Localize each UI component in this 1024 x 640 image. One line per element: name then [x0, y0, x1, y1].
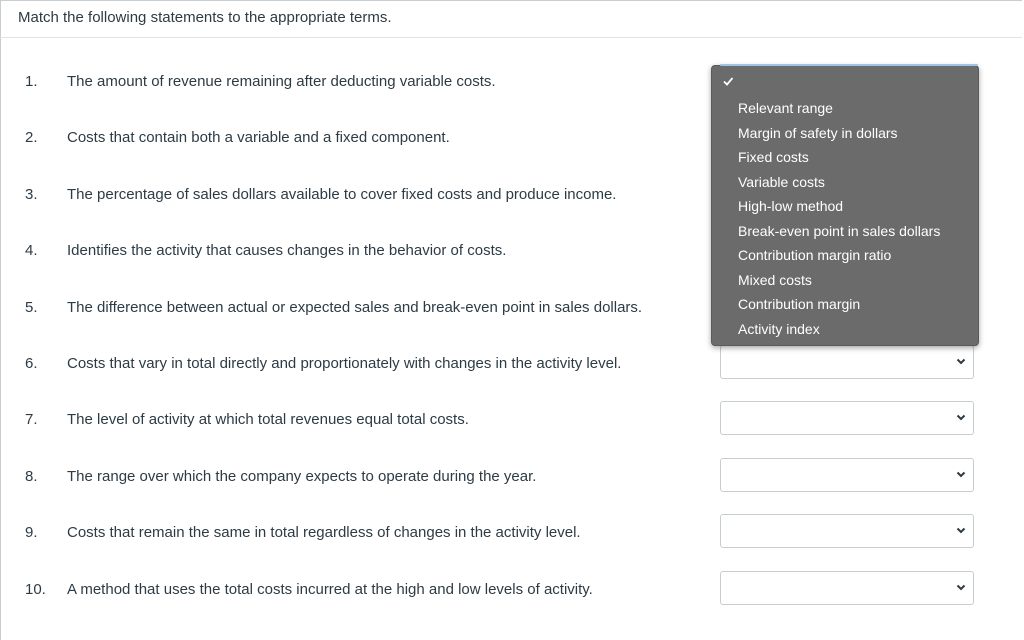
option-fixed-costs[interactable]: Fixed costs [738, 149, 809, 165]
answer-select-6[interactable] [720, 345, 974, 379]
question-number: 8. [25, 468, 38, 485]
question-statement: Costs that contain both a variable and a fixed component. [67, 129, 450, 146]
answer-select-8[interactable] [720, 458, 974, 492]
option-margin-of-safety[interactable]: Margin of safety in dollars [738, 124, 898, 141]
question-statement: The level of activity at which total revenues equal total costs. [67, 411, 469, 428]
option-relevant-range[interactable]: Relevant range [738, 100, 833, 116]
divider [0, 37, 1022, 38]
question-statement: Identifies the activity that causes changes in the behavior of costs. [67, 242, 507, 259]
checkmark-icon [722, 75, 734, 87]
question-statement: Costs that vary in total directly and proportionately with changes in the activity level. [67, 355, 622, 372]
option-activity-index[interactable]: Activity index [738, 320, 820, 337]
question-number: 7. [25, 411, 38, 428]
chevron-down-icon [955, 355, 967, 367]
question-statement: Costs that remain the same in total regardless of changes in the activity level. [67, 524, 581, 541]
chevron-down-icon [955, 581, 967, 593]
answer-options-dropdown[interactable] [711, 65, 979, 346]
question-number: 2. [25, 129, 38, 146]
chevron-down-icon [955, 524, 967, 536]
question-number: 5. [25, 299, 38, 316]
question-statement: The difference between actual or expected sales and break-even point in sales dollars. [67, 299, 643, 316]
question-row-10 [0, 581, 1022, 637]
question-number: 1. [25, 73, 38, 90]
option-contribution-margin[interactable]: Contribution margin [738, 296, 861, 312]
question-statement: The range over which the company expects to operate during the year. [67, 468, 537, 485]
question-number: 3. [25, 186, 38, 203]
question-number: 6. [25, 355, 38, 372]
option-variable-costs[interactable]: Variable costs [738, 173, 825, 190]
option-contribution-margin-ratio[interactable]: Contribution margin ratio [738, 247, 892, 263]
option-break-even-point[interactable]: Break-even point in sales dollars [738, 222, 941, 239]
question-number: 10. [25, 581, 46, 598]
option-high-low-method[interactable]: High-low method [738, 198, 844, 214]
question-instructions: Match the following statements to the appropriate terms. [18, 9, 392, 26]
question-number: 9. [25, 524, 38, 541]
question-statement: The amount of revenue remaining after deducting variable costs. [67, 73, 496, 90]
chevron-down-icon [955, 411, 967, 423]
answer-select-10[interactable] [720, 571, 974, 605]
question-statement: A method that uses the total costs incurred at the high and low levels of activity. [67, 581, 593, 598]
answer-select-7[interactable] [720, 401, 974, 435]
answer-select-9[interactable] [720, 514, 974, 548]
option-list [738, 99, 940, 344]
question-number: 4. [25, 242, 38, 259]
question-statement: The percentage of sales dollars available to cover fixed costs and produce income. [67, 186, 617, 203]
option-mixed-costs[interactable]: Mixed costs [738, 271, 812, 288]
chevron-down-icon [955, 468, 967, 480]
focus-ring [720, 64, 978, 66]
